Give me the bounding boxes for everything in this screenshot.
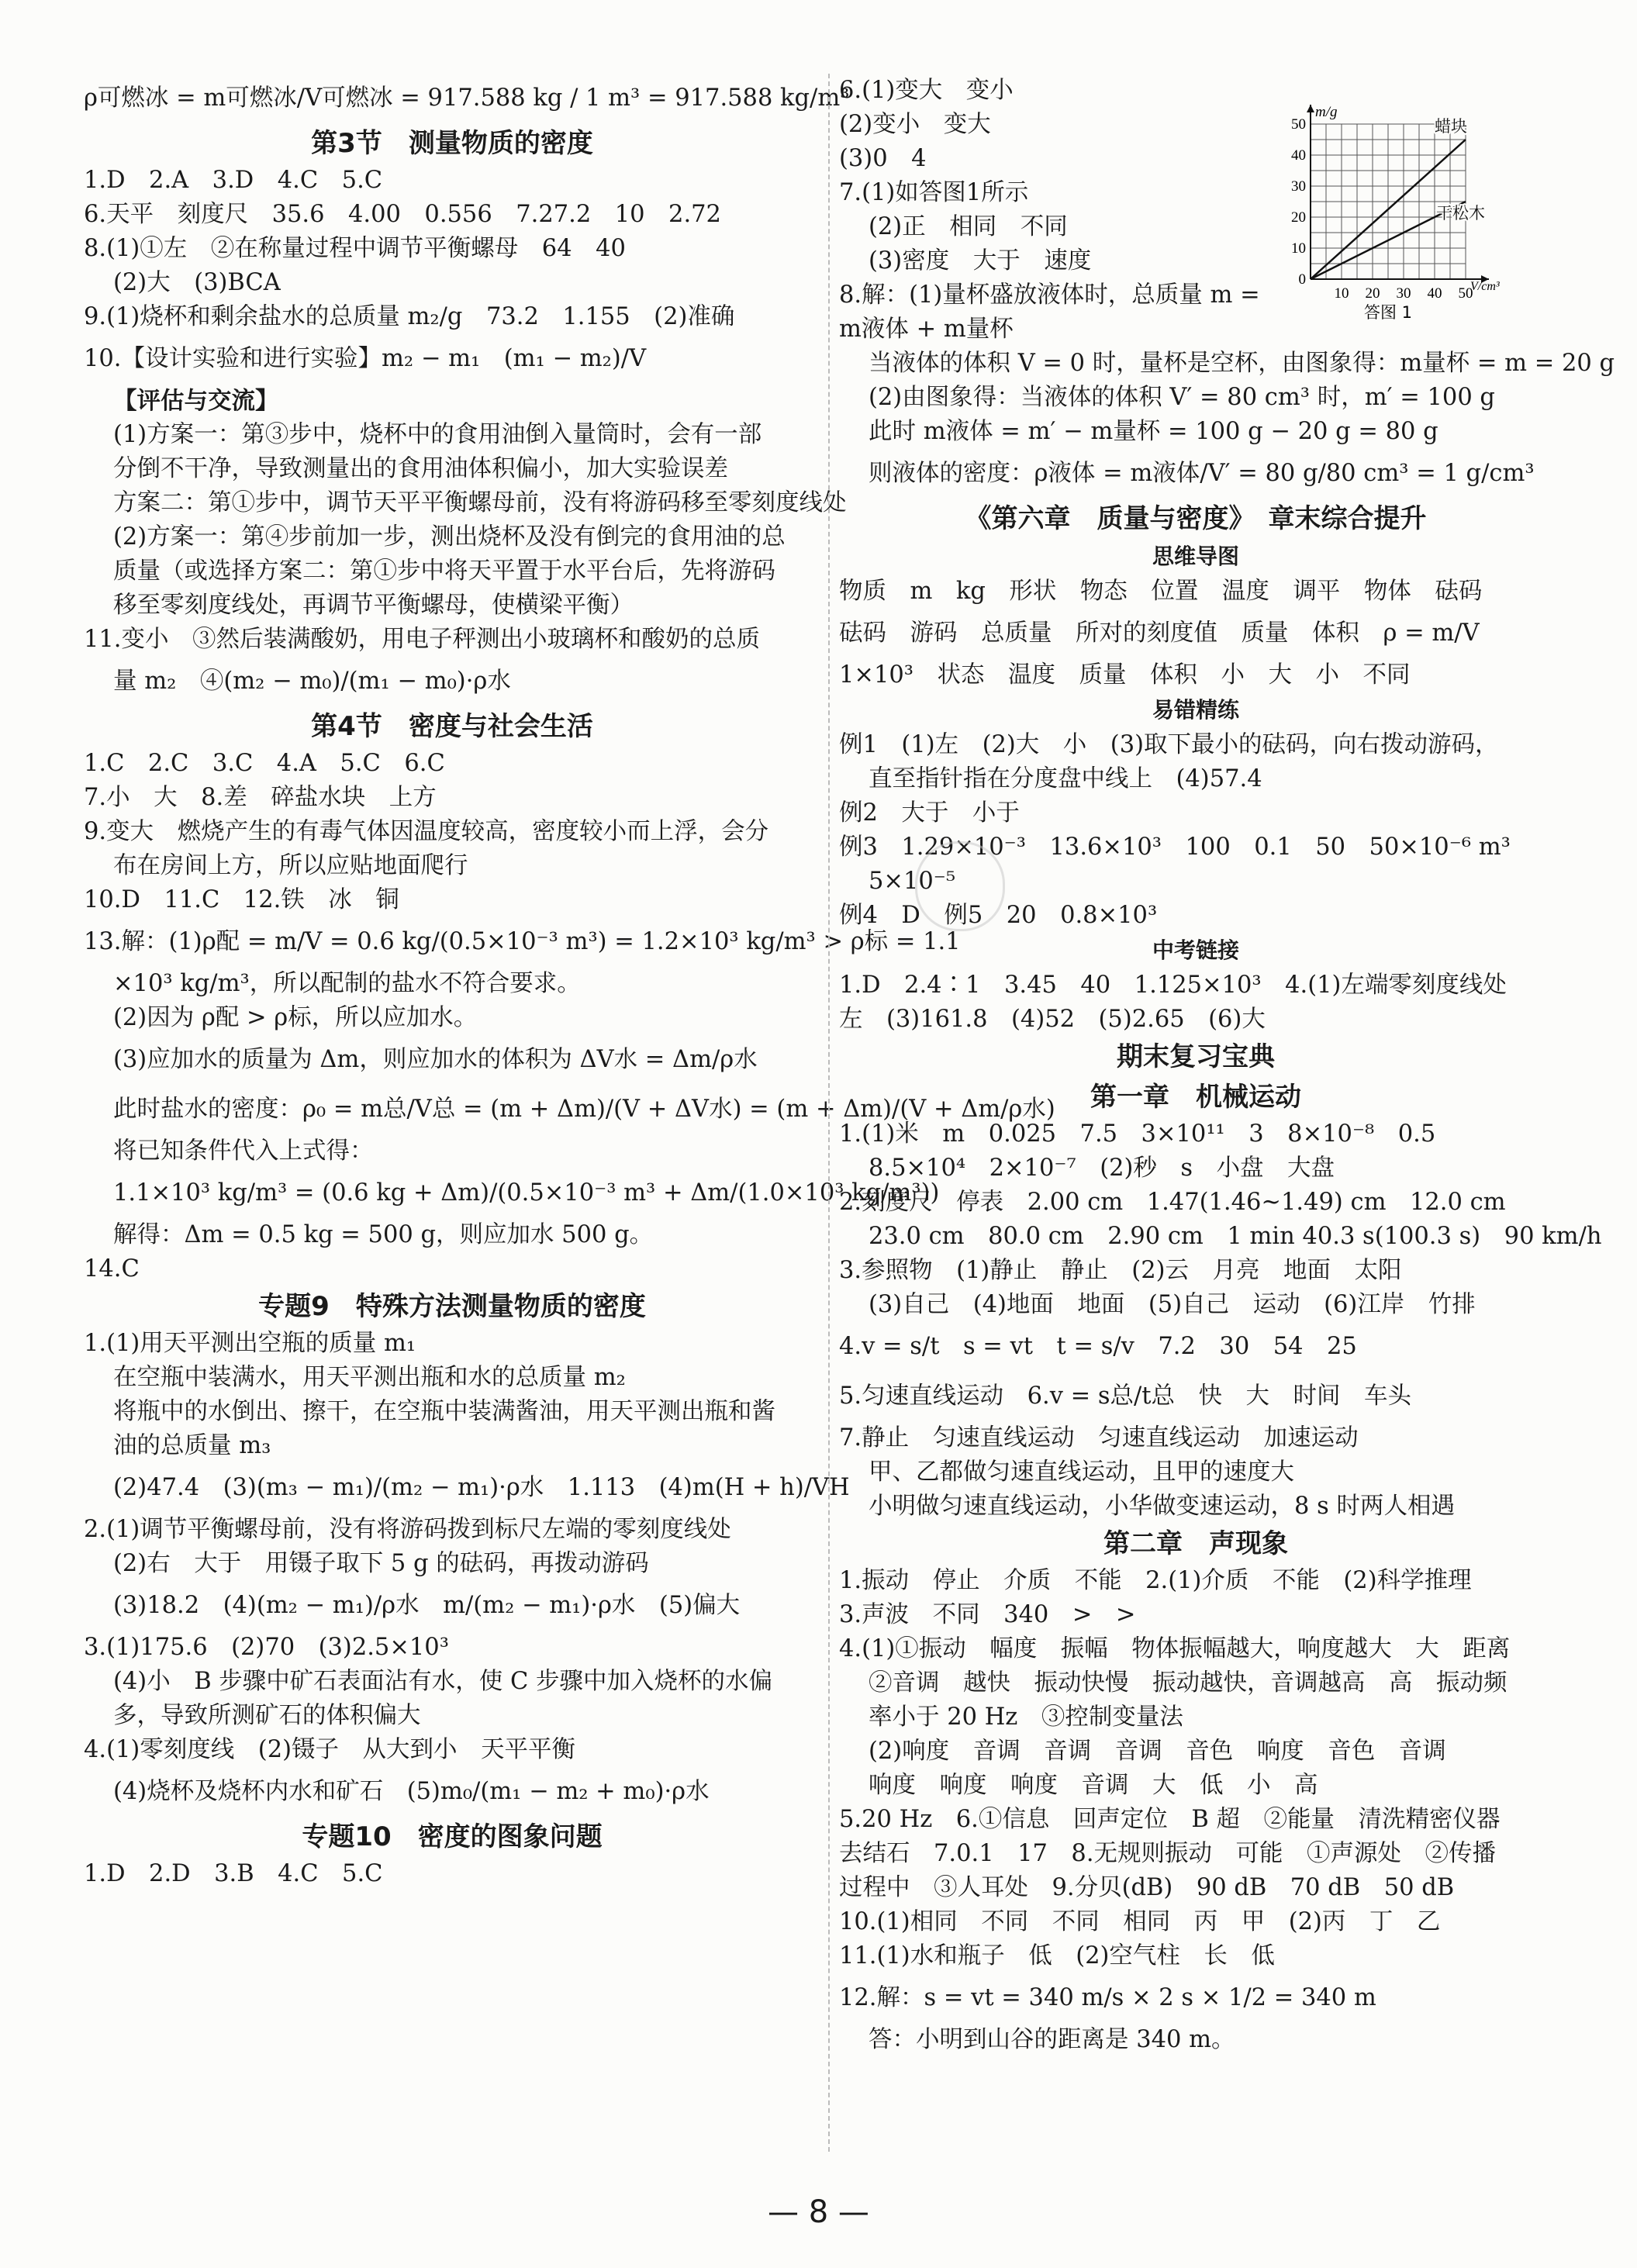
section-heading: 第二章 声现象: [1103, 1528, 1288, 1559]
answer-line: 油的总质量 m₃: [113, 1432, 271, 1459]
answer-line: 7.(1)如答图1所示: [839, 179, 1029, 206]
answer-line: 3.参照物 (1)静止 静止 (2)云 月亮 地面 太阳: [839, 1257, 1402, 1284]
answer-line: (1)方案一：第③步中，烧杯中的食用油倒入量筒时，会有一部: [113, 421, 762, 448]
density-graph-svg: [1280, 81, 1543, 330]
answer-line: 在空瓶中装满水，用天平测出瓶和水的总质量 m₂: [113, 1364, 626, 1391]
section-heading: 第一章 机械运动: [1090, 1082, 1301, 1113]
answer-line: 1.D 2.D 3.B 4.C 5.C: [84, 1860, 383, 1887]
section-heading: 第4节 密度与社会生活: [311, 711, 593, 742]
x-tick-label: 30: [1396, 285, 1411, 302]
section-heading: 期末复习宝典: [1117, 1041, 1275, 1072]
answer-line: 11.(1)水和瓶子 低 (2)空气柱 长 低: [839, 1942, 1275, 1969]
answer-line: 答：小明到山谷的距离是 340 m。: [869, 2026, 1235, 2053]
answer-line: 则液体的密度：ρ液体 = m液体/V′ = 80 g/80 cm³ = 1 g/cm³: [869, 460, 1535, 487]
density-graph: [1280, 81, 1543, 330]
answer-line: 率小于 20 Hz ③控制变量法: [869, 1704, 1183, 1731]
y-axis-arrow: [1307, 105, 1314, 112]
section-heading: 第3节 测量物质的密度: [311, 128, 593, 159]
x-tick-label: 40: [1427, 285, 1442, 302]
answer-line: 9.(1)烧杯和剩余盐水的总质量 m₂/g 73.2 1.155 (2)准确: [84, 303, 735, 330]
answer-line: 1.1×10³ kg/m³ = (0.6 kg + Δm)/(0.5×10⁻³ m³ + Δm/(1.0×10³ kg/m³)): [113, 1179, 940, 1206]
answer-line: 方案二：第①步中，调节天平平衡螺母前，没有将游码移至零刻度线处: [113, 489, 847, 516]
watermark-stamp: [915, 841, 1005, 931]
answer-line: 8.解：(1)量杯盛放液体时，总质量 m =: [839, 281, 1260, 309]
answer-line: 4.v = s/t s = vt t = s/v 7.2 30 54 25: [839, 1333, 1357, 1360]
answer-line: ρ可燃冰 = m可燃冰/V可燃冰 = 917.588 kg / 1 m³ = 917.588 kg/m³: [84, 85, 850, 112]
answer-line: m液体 + m量杯: [839, 316, 1014, 343]
answer-line: 12.解：s = vt = 340 m/s × 2 s × 1/2 = 340 m: [839, 1984, 1376, 2011]
answer-line: 量 m₂ ④(m₂ − m₀)/(m₁ − m₀)·ρ水: [113, 668, 511, 695]
answer-line: 14.C: [84, 1255, 140, 1282]
answer-line: 例2 大于 小于: [839, 799, 1020, 827]
answer-line: 解得：Δm = 0.5 kg = 500 g，则应加水 500 g。: [113, 1221, 654, 1248]
answer-line: 10.D 11.C 12.铁 冰 铜: [84, 886, 399, 913]
answer-line: (2)变小 变大: [839, 111, 991, 138]
answer-line: 1×10³ 状态 温度 质量 体积 小 大 小 不同: [839, 661, 1411, 689]
answer-line: 2.刻度尺 停表 2.00 cm 1.47(1.46~1.49) cm 12.0 cm: [839, 1189, 1506, 1216]
section-heading: 《第六章 质量与密度》 章末综合提升: [965, 503, 1427, 534]
answer-line: (3)自己 (4)地面 地面 (5)自己 运动 (6)江岸 竹排: [869, 1291, 1476, 1318]
section-heading: 专题10 密度的图象问题: [302, 1821, 603, 1852]
column-divider: [828, 74, 831, 2152]
answer-line: (2)47.4 (3)(m₃ − m₁)/(m₂ − m₁)·ρ水 1.113 (4)m(H + h)/VH: [113, 1474, 850, 1501]
answer-line: 将瓶中的水倒出、擦干，在空瓶中装满酱油，用天平测出瓶和酱: [113, 1398, 775, 1425]
right-column: [839, 74, 1615, 2057]
answer-line: 1.C 2.C 3.C 4.A 5.C 6.C: [84, 750, 445, 777]
answer-line: 将已知条件代入上式得：: [113, 1137, 374, 1165]
answer-line: (2)大 (3)BCA: [113, 269, 281, 296]
answer-line: 10.(1)相同 不同 不同 相同 丙 甲 (2)丙 丁 乙: [839, 1908, 1441, 1935]
answer-line: ②音调 越快 振动快慢 振动越快，音调越高 高 振动频: [869, 1669, 1507, 1697]
answer-line: 8.(1)①左 ②在称量过程中调节平衡螺母 64 40: [84, 235, 626, 262]
series-label: 蜡块: [1435, 117, 1467, 136]
answer-line: 布在房间上方，所以应贴地面爬行: [113, 852, 468, 879]
answer-line: 5.20 Hz 6.①信息 回声定位 B 超 ②能量 清洗精密仪器: [839, 1806, 1501, 1833]
x-axis-label: V/cm³: [1470, 280, 1500, 293]
answer-line: (2)响度 音调 音调 音调 音色 响度 音色 音调: [869, 1738, 1446, 1765]
y-tick-label: 30: [1291, 178, 1306, 195]
y-tick-label: 10: [1291, 240, 1306, 257]
answer-line: (2)正 相同 不同: [869, 213, 1068, 240]
answer-line: 小明做匀速直线运动，小华做变速运动，8 s 时两人相遇: [869, 1493, 1455, 1520]
answer-line: (4)烧杯及烧杯内水和矿石 (5)m₀/(m₁ − m₂ + m₀)·ρ水: [113, 1778, 710, 1805]
answer-line: (3)0 4: [839, 145, 927, 172]
answer-line: 1.(1)用天平测出空瓶的质量 m₁: [84, 1330, 416, 1357]
answer-line: 9.变大 燃烧产生的有毒气体因温度较高，密度较小而上浮，会分: [84, 818, 769, 845]
y-tick-label: 50: [1291, 116, 1306, 133]
answer-line: 5.匀速直线运动 6.v = s总/t总 快 大 时间 车头: [839, 1383, 1412, 1410]
answer-line: 此时 m液体 = m′ − m量杯 = 100 g − 20 g = 80 g: [869, 418, 1438, 445]
answer-line: (2)由图象得：当液体的体积 V′ = 80 cm³ 时，m′ = 100 g: [869, 384, 1495, 411]
answer-line: 4.(1)①振动 幅度 振幅 物体振幅越大，响度越大 大 距离: [839, 1635, 1511, 1662]
answer-line: (3)密度 大于 速度: [869, 247, 1092, 274]
answer-line: 11.变小 ③然后装满酸奶，用电子秤测出小玻璃杯和酸奶的总质: [84, 626, 761, 653]
answer-line: 4.(1)零刻度线 (2)镊子 从大到小 天平平衡: [84, 1736, 576, 1763]
answer-line: 响度 响度 响度 音调 大 低 小 高: [869, 1772, 1318, 1799]
answer-line: 2.(1)调节平衡螺母前，没有将游码拨到标尺左端的零刻度线处: [84, 1516, 731, 1543]
answer-line: 10.【设计实验和进行实验】m₂ − m₁ (m₁ − m₂)/V: [84, 345, 647, 372]
answer-line: 此时盐水的密度：ρ₀ = m总/V总 = (m + Δm)/(V + ΔV水) = (m + Δm)/(V + Δm/ρ水): [113, 1096, 1055, 1123]
answer-line: 分倒不干净，导致测量出的食用油体积偏小，加大实验误差: [113, 455, 728, 482]
section-heading: 专题9 特殊方法测量物质的密度: [258, 1291, 646, 1322]
answer-line: 砝码 游码 总质量 所对的刻度值 质量 体积 ρ = m/V: [839, 620, 1480, 647]
y-tick-label: 0: [1298, 271, 1306, 288]
answer-line: (2)右 大于 用镊子取下 5 g 的砝码，再拨动游码: [113, 1550, 649, 1577]
answer-line: 过程中 ③人耳处 9.分贝(dB) 90 dB 70 dB 50 dB: [839, 1874, 1455, 1901]
answer-line: 7.小 大 8.差 碎盐水块 上方: [84, 784, 437, 811]
answer-line: 13.解：(1)ρ配 = m/V = 0.6 kg/(0.5×10⁻³ m³) = 1.2×10³ kg/m³ > ρ标 = 1.1: [84, 928, 961, 955]
answer-line: 例4 D 例5 20 0.8×10³: [839, 902, 1158, 929]
answer-line: ×10³ kg/m³，所以配制的盐水不符合要求。: [113, 970, 581, 997]
answer-line: (4)小 B 步骤中矿石表面沾有水，使 C 步骤中加入烧杯的水偏: [113, 1668, 773, 1695]
x-tick-label: 50: [1458, 285, 1473, 302]
answer-line: 移至零刻度线处，再调节平衡螺母，使横梁平衡）: [113, 592, 634, 619]
subsection-heading: 中考链接: [1152, 937, 1239, 963]
answer-line: 1.D 2.4∶1 3.45 40 1.125×10³ 4.(1)左端零刻度线处: [839, 972, 1507, 999]
answer-line: 6.天平 刻度尺 35.6 4.00 0.556 7.27.2 10 2.72: [84, 201, 721, 228]
series-label: 干松木: [1436, 204, 1485, 223]
answer-line: 质量（或选择方案二：第①步中将天平置于水平台后，先将游码: [113, 558, 775, 585]
answer-line: (3)应加水的质量为 Δm，则应加水的体积为 ΔV水 = Δm/ρ水: [113, 1046, 758, 1073]
answer-line: 例1 (1)左 (2)大 小 (3)取下最小的砝码，向右拨动游码，: [839, 731, 1499, 758]
subsection-heading: 思维导图: [1152, 544, 1239, 569]
answer-line: 3.(1)175.6 (2)70 (3)2.5×10³: [84, 1634, 449, 1661]
answer-line: 例3 1.29×10⁻³ 13.6×10³ 100 0.1 50 50×10⁻⁶ m³: [839, 834, 1511, 861]
answer-line: 3.声波 不同 340 > >: [839, 1601, 1136, 1628]
y-axis-label: m/g: [1315, 104, 1338, 120]
subsection-heading: 易错精练: [1152, 697, 1239, 723]
answer-line: 去结石 7.0.1 17 8.无规则振动 可能 ①声源处 ②传播: [839, 1840, 1497, 1867]
x-tick-label: 20: [1365, 285, 1380, 302]
y-tick-label: 40: [1291, 147, 1306, 164]
answer-line: 23.0 cm 80.0 cm 2.90 cm 1 min 40.3 s(100.3 s) 90 km/h: [869, 1223, 1602, 1250]
answer-line: 多，导致所测矿石的体积偏大: [113, 1702, 421, 1729]
answer-line: 甲、乙都做匀速直线运动，且甲的速度大: [869, 1458, 1294, 1486]
answer-line: (2)因为 ρ配 > ρ标，所以应加水。: [113, 1004, 478, 1031]
answer-line: 7.静止 匀速直线运动 匀速直线运动 加速运动: [839, 1424, 1359, 1452]
answer-line: 1.(1)米 m 0.025 7.5 3×10¹¹ 3 8×10⁻⁸ 0.5: [839, 1120, 1436, 1148]
answer-line: 5×10⁻⁵: [869, 868, 956, 895]
answer-line: 1.D 2.A 3.D 4.C 5.C: [84, 167, 383, 194]
chart-caption: 答图 1: [1363, 303, 1413, 322]
answer-line: 【评估与交流】: [113, 387, 279, 415]
answer-line: 左 (3)161.8 (4)52 (5)2.65 (6)大: [839, 1006, 1266, 1033]
answer-line: 8.5×10⁴ 2×10⁻⁷ (2)秒 s 小盘 大盘: [869, 1155, 1335, 1182]
page-number: — 8 —: [768, 2194, 869, 2230]
answer-line: 6.(1)变大 变小: [839, 77, 1014, 104]
answer-line: (2)方案一：第④步前加一步，测出烧杯及没有倒完的食用油的总: [113, 523, 786, 551]
answer-line: 物质 m kg 形状 物态 位置 温度 调平 物体 砝码: [839, 578, 1483, 605]
x-tick-label: 10: [1334, 285, 1349, 302]
answer-line: 当液体的体积 V = 0 时，量杯是空杯，由图象得：m量杯 = m = 20 g: [869, 350, 1615, 377]
answer-line: 1.振动 停止 介质 不能 2.(1)介质 不能 (2)科学推理: [839, 1567, 1472, 1594]
answer-line: 直至指针指在分度盘中线上 (4)57.4: [869, 765, 1262, 792]
answer-line: (3)18.2 (4)(m₂ − m₁)/ρ水 m/(m₂ − m₁)·ρ水 (5)偏大: [113, 1592, 741, 1619]
y-tick-label: 20: [1291, 209, 1306, 226]
